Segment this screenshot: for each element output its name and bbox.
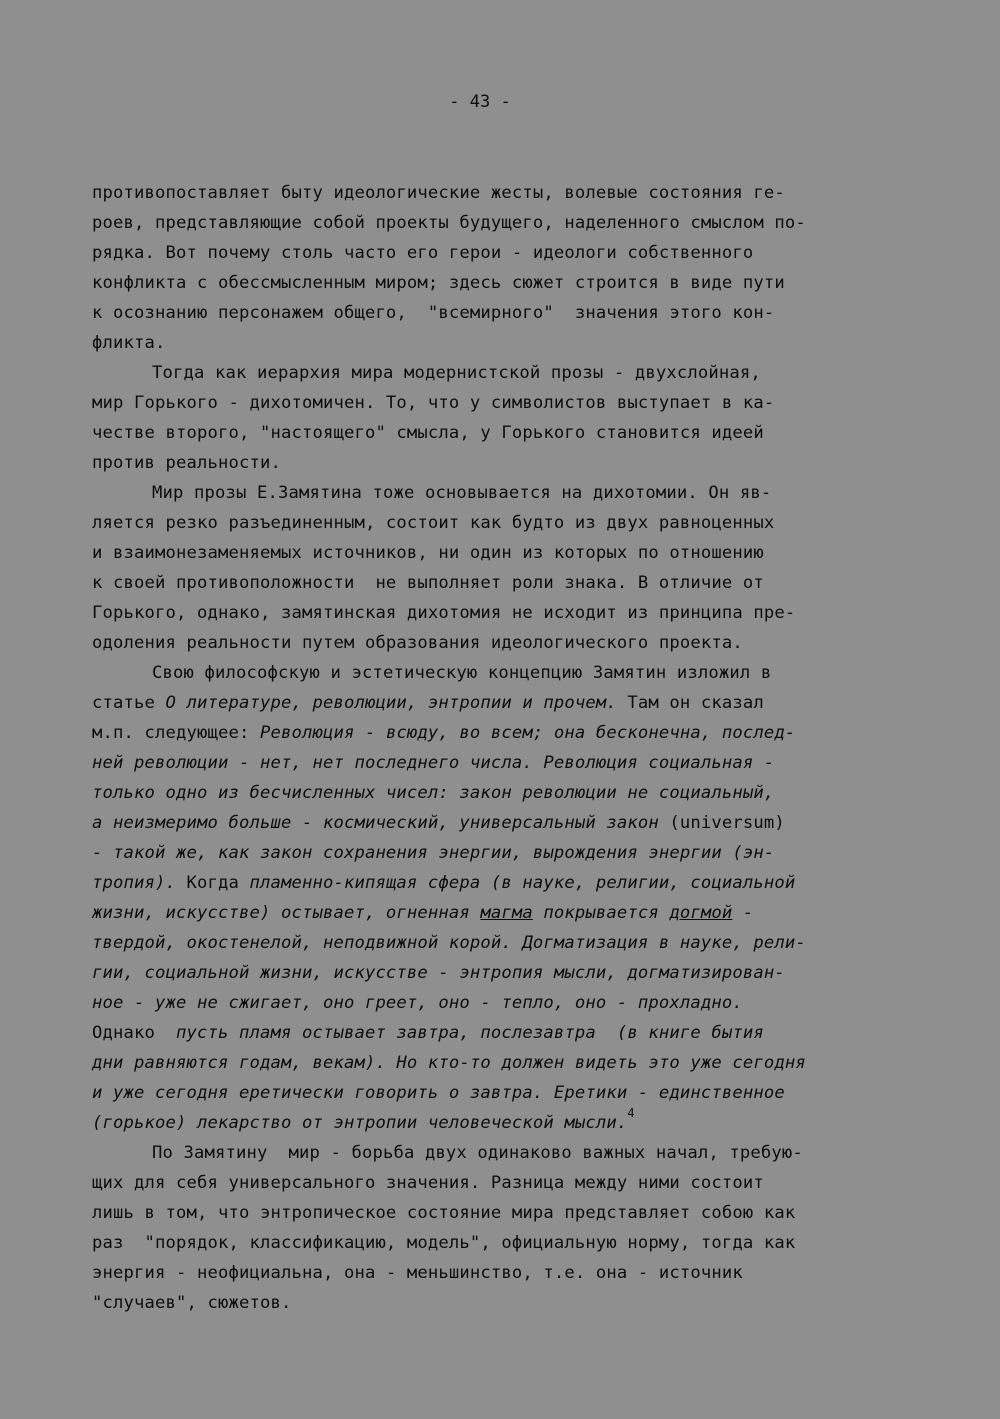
text-line: к осознанию персонажем общего, "всемирного" значения этого кон- <box>92 303 775 323</box>
underlined-word: догмой <box>669 903 733 923</box>
text-line: щих для себя универсального значения. Разница между ними состоит <box>92 1173 764 1193</box>
text-line: фликта. <box>92 333 166 353</box>
quote-run: а неизмеримо больше - космический, универсальный закон <box>92 813 670 833</box>
quote-run: тропия). <box>92 873 176 893</box>
text-line: и взаимонезаменяемых источников, ни один из которых по отношению <box>92 543 764 563</box>
quote-line: и уже сегодня еретически говорить о завтра. Еретики - единственное <box>92 1083 785 1103</box>
essay-title: О литературе, революции, энтропии и прочем. <box>165 693 617 713</box>
text-line: ляется резко разъединенным, состоит как будто из двух равноценных <box>92 513 775 533</box>
quote-run: - <box>732 903 754 923</box>
text-run: (universum) <box>669 813 785 833</box>
text-line: против реальности. <box>92 453 281 473</box>
text-line <box>92 692 764 714</box>
quote-line: ное - уже не сжигает, оно греет, оно - тепло, оно - прохладно. <box>92 993 743 1013</box>
text-line: роев, представляющие собой проекты будущего, наделенного смыслом по- <box>92 213 806 233</box>
text-line: Мир прозы Е.Замятина тоже основывается на дихотомии. Он яв- <box>152 483 772 503</box>
quote-line <box>92 812 785 834</box>
underlined-word: магма <box>480 903 533 923</box>
text-line: честве второго, "настоящего" смысла, у Горького становится идеей <box>92 423 764 443</box>
text-line: противопоставляет быту идеологические жесты, волевые состояния ге- <box>92 183 785 203</box>
text-run: Однако <box>92 1023 166 1043</box>
quote-line <box>92 902 753 924</box>
footnote-marker: 4 <box>627 1106 635 1120</box>
text-line: По Замятину мир - борьба двух одинаково важных начал, требую- <box>152 1143 803 1163</box>
text-line: Горького, однако, замятинская дихотомия не исходит из принципа пре- <box>92 603 796 623</box>
quote-line: твердой, окостенелой, неподвижной корой. Догматизация в науке, рели- <box>92 933 806 953</box>
page-number: - 43 - <box>449 92 511 112</box>
text-line: одоления реальности путем образования идеологического проекта. <box>92 633 743 653</box>
quote-line: гии, социальной жизни, искусстве - энтропия мысли, догматизирован- <box>92 963 785 983</box>
text-line: "случаев", сюжетов. <box>92 1293 292 1313</box>
quote-line: - такой же, как закон сохранения энергии, вырождения энергии (эн- <box>92 843 775 863</box>
quote-run: Революция - всюду, во всем; она бесконечна, послед- <box>259 723 796 743</box>
quote-line <box>92 872 795 894</box>
quote-run: (горькое) лекарство от энтропии человеческой мысли. <box>92 1113 628 1133</box>
quote-run: пламенно-кипящая сфера (в науке, религии, социальной <box>249 873 796 893</box>
text-line: энергия - неофициальна, она - меньшинство, т.е. она - источник <box>92 1263 743 1283</box>
text-line: к своей противоположности не выполняет роли знака. В отличие от <box>92 573 764 593</box>
text-line: Свою философскую и эстетическую концепцию Замятин изложил в <box>152 663 772 683</box>
quote-line <box>92 1022 764 1044</box>
text-run: Когда <box>175 873 250 893</box>
text-run: статье <box>92 693 166 713</box>
text-line: лишь в том, что энтропическое состояние мира представляет собою как <box>92 1203 796 1223</box>
text-run: м.п. следующее: <box>92 723 260 743</box>
quote-run: покрывается <box>532 903 670 923</box>
text-line: раз "порядок, классификацию, модель", официальную норму, тогда как <box>92 1233 796 1253</box>
text-line: Тогда как иерархия мира модернистской прозы - двухслойная, <box>152 363 761 383</box>
text-line: конфликта с обессмысленным миром; здесь сюжет строится в виде пути <box>92 273 785 293</box>
text-run: Там он сказал <box>616 693 764 713</box>
quote-run: пусть пламя остывает завтра, послезавтра (в книге бытия <box>165 1023 764 1043</box>
text-line <box>92 722 795 744</box>
text-line: мир Горького - дихотомичен. То, что у символистов выступает в ка- <box>92 393 775 413</box>
quote-line: дни равняются годам, векам). Но кто-то должен видеть это уже сегодня <box>92 1053 806 1073</box>
quote-line: только одно из бесчисленных чисел: закон революции не социальный, <box>92 783 775 803</box>
quote-line <box>92 1106 635 1134</box>
quote-line: ней революции - нет, нет последнего числа. Революция социальная - <box>92 753 775 773</box>
text-line: рядка. Вот почему столь часто его герои - идеологи собственного <box>92 243 754 263</box>
quote-run: жизни, искусстве) остывает, огненная <box>92 903 481 923</box>
